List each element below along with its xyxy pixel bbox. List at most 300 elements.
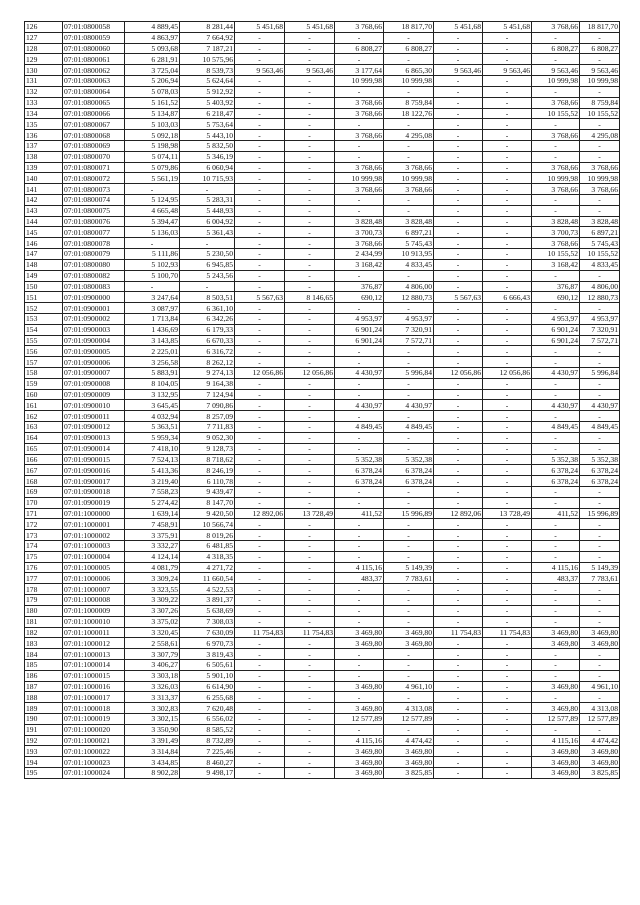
value-cell: - xyxy=(235,724,285,735)
value-cell: - xyxy=(532,659,580,670)
value-cell: 4 833,45 xyxy=(580,259,620,270)
value-cell: 11 660,54 xyxy=(180,573,235,584)
table-row xyxy=(25,422,620,433)
value-cell: - xyxy=(434,151,483,162)
value-cell: 6 808,27 xyxy=(580,43,620,54)
code-cell: 07:01:0900014 xyxy=(63,443,125,454)
code-cell: 07:01:1000024 xyxy=(63,768,125,779)
value-cell: - xyxy=(180,238,235,249)
value-cell: - xyxy=(434,281,483,292)
value-cell: - xyxy=(483,32,532,43)
code-cell: 07:01:1000016 xyxy=(63,681,125,692)
value-cell: 6 378,24 xyxy=(532,476,580,487)
value-cell: 8 732,89 xyxy=(180,735,235,746)
value-cell: - xyxy=(434,573,483,584)
value-cell: 12 880,73 xyxy=(384,292,434,303)
value-cell: - xyxy=(235,616,285,627)
value-cell: - xyxy=(285,259,335,270)
value-cell: 5 451,68 xyxy=(483,22,532,33)
value-cell: 3 469,80 xyxy=(580,627,620,638)
value-cell: 1 436,69 xyxy=(125,324,180,335)
value-cell: - xyxy=(384,692,434,703)
row-number-cell: 141 xyxy=(25,184,63,195)
code-cell: 07:01:0900019 xyxy=(63,497,125,508)
value-cell: 3 375,91 xyxy=(125,530,180,541)
value-cell: 5 361,43 xyxy=(180,227,235,238)
value-cell: - xyxy=(335,724,384,735)
value-cell: - xyxy=(235,562,285,573)
value-cell: 5 198,98 xyxy=(125,140,180,151)
row-number-cell: 168 xyxy=(25,476,63,487)
code-cell: 07:01:0900016 xyxy=(63,465,125,476)
code-cell: 07:01:0800077 xyxy=(63,227,125,238)
value-cell: - xyxy=(235,573,285,584)
value-cell: - xyxy=(532,140,580,151)
row-number-cell: 193 xyxy=(25,746,63,757)
value-cell: - xyxy=(384,530,434,541)
value-cell: - xyxy=(180,184,235,195)
value-cell: 9 052,30 xyxy=(180,432,235,443)
value-cell: - xyxy=(384,389,434,400)
value-cell: 5 103,03 xyxy=(125,119,180,130)
value-cell: 4 806,00 xyxy=(384,281,434,292)
value-cell: - xyxy=(285,476,335,487)
code-cell: 07:01:1000002 xyxy=(63,530,125,541)
value-cell: 5 912,92 xyxy=(180,86,235,97)
value-cell: - xyxy=(580,724,620,735)
value-cell: 6 901,24 xyxy=(532,324,580,335)
value-cell: 3 768,66 xyxy=(384,184,434,195)
row-number-cell: 145 xyxy=(25,227,63,238)
value-cell: - xyxy=(235,173,285,184)
value-cell: 3 469,80 xyxy=(532,681,580,692)
value-cell: - xyxy=(580,530,620,541)
value-cell: - xyxy=(235,465,285,476)
value-cell: 8 019,26 xyxy=(180,530,235,541)
value-cell: - xyxy=(384,32,434,43)
value-cell: - xyxy=(434,605,483,616)
value-cell: - xyxy=(434,541,483,552)
code-cell: 07:01:0800069 xyxy=(63,140,125,151)
value-cell: 5 346,19 xyxy=(180,151,235,162)
value-cell: - xyxy=(532,432,580,443)
value-cell: - xyxy=(235,227,285,238)
value-cell: - xyxy=(335,649,384,660)
value-cell: 3 469,80 xyxy=(384,746,434,757)
tariff-table xyxy=(24,21,620,779)
value-cell: - xyxy=(434,249,483,260)
code-cell: 07:01:1000019 xyxy=(63,714,125,725)
code-cell: 07:01:1000015 xyxy=(63,670,125,681)
value-cell: - xyxy=(580,378,620,389)
value-cell: - xyxy=(483,681,532,692)
value-cell: - xyxy=(335,195,384,206)
value-cell: 6 316,72 xyxy=(180,346,235,357)
value-cell: 5 403,92 xyxy=(180,97,235,108)
value-cell: - xyxy=(285,551,335,562)
table-row xyxy=(25,692,620,703)
value-cell: - xyxy=(483,465,532,476)
value-cell: - xyxy=(434,584,483,595)
value-cell: 1 713,84 xyxy=(125,313,180,324)
value-cell: - xyxy=(580,519,620,530)
value-cell: - xyxy=(384,119,434,130)
value-cell: 4 953,97 xyxy=(580,313,620,324)
value-cell: - xyxy=(483,649,532,660)
value-cell: - xyxy=(235,638,285,649)
value-cell: - xyxy=(580,119,620,130)
value-cell: 9 563,46 xyxy=(285,65,335,76)
value-cell: - xyxy=(580,659,620,670)
table-row xyxy=(25,140,620,151)
value-cell: 4 953,97 xyxy=(532,313,580,324)
value-cell: 12 056,86 xyxy=(235,368,285,379)
value-cell: - xyxy=(285,184,335,195)
row-number-cell: 170 xyxy=(25,497,63,508)
value-cell: 5 149,39 xyxy=(580,562,620,573)
table-row xyxy=(25,735,620,746)
value-cell: - xyxy=(235,151,285,162)
value-cell: 5 102,93 xyxy=(125,259,180,270)
value-cell: - xyxy=(434,162,483,173)
value-cell: 6 255,68 xyxy=(180,692,235,703)
value-cell: 3 391,49 xyxy=(125,735,180,746)
value-cell: 6 897,21 xyxy=(580,227,620,238)
table-row xyxy=(25,530,620,541)
value-cell: 5 352,38 xyxy=(384,454,434,465)
value-cell: - xyxy=(483,605,532,616)
value-cell: - xyxy=(483,216,532,227)
value-cell: - xyxy=(285,573,335,584)
value-cell: 8 257,09 xyxy=(180,411,235,422)
value-cell: 8 759,84 xyxy=(580,97,620,108)
value-cell: - xyxy=(285,703,335,714)
value-cell: 5 996,84 xyxy=(384,368,434,379)
value-cell: 10 913,95 xyxy=(384,249,434,260)
table-row xyxy=(25,724,620,735)
value-cell: - xyxy=(434,476,483,487)
value-cell: 3 326,03 xyxy=(125,681,180,692)
value-cell: - xyxy=(483,130,532,141)
value-cell: - xyxy=(285,324,335,335)
value-cell: 9 420,50 xyxy=(180,508,235,519)
value-cell: - xyxy=(285,681,335,692)
value-cell: - xyxy=(483,335,532,346)
value-cell: 6 945,85 xyxy=(180,259,235,270)
value-cell: 5 413,36 xyxy=(125,465,180,476)
value-cell: - xyxy=(434,757,483,768)
code-cell: 07:01:0900006 xyxy=(63,357,125,368)
value-cell: 5 638,69 xyxy=(180,605,235,616)
value-cell: - xyxy=(483,400,532,411)
value-cell: 3 768,66 xyxy=(580,184,620,195)
code-cell: 07:01:1000010 xyxy=(63,616,125,627)
value-cell: - xyxy=(125,238,180,249)
value-cell: - xyxy=(483,659,532,670)
value-cell: 4 889,45 xyxy=(125,22,180,33)
code-cell: 07:01:0800065 xyxy=(63,97,125,108)
value-cell: - xyxy=(335,551,384,562)
value-cell: 4 665,48 xyxy=(125,205,180,216)
code-cell: 07:01:1000009 xyxy=(63,605,125,616)
value-cell: 5 161,52 xyxy=(125,97,180,108)
value-cell: - xyxy=(235,476,285,487)
value-cell: - xyxy=(235,303,285,314)
value-cell: 5 230,50 xyxy=(180,249,235,260)
code-cell: 07:01:0800074 xyxy=(63,195,125,206)
value-cell: - xyxy=(285,151,335,162)
value-cell: - xyxy=(235,86,285,97)
value-cell: - xyxy=(483,76,532,87)
value-cell: 5 074,11 xyxy=(125,151,180,162)
value-cell: 10 566,74 xyxy=(180,519,235,530)
value-cell: 5 959,34 xyxy=(125,432,180,443)
row-number-cell: 171 xyxy=(25,508,63,519)
value-cell: 3 469,80 xyxy=(384,638,434,649)
value-cell: 3 469,80 xyxy=(335,681,384,692)
value-cell: - xyxy=(235,43,285,54)
value-cell: - xyxy=(335,86,384,97)
value-cell: 3 725,04 xyxy=(125,65,180,76)
value-cell: 3 768,66 xyxy=(384,162,434,173)
value-cell: - xyxy=(285,595,335,606)
value-cell: 3 177,64 xyxy=(335,65,384,76)
value-cell: 8 146,65 xyxy=(285,292,335,303)
value-cell: - xyxy=(384,486,434,497)
value-cell: - xyxy=(532,692,580,703)
value-cell: - xyxy=(235,97,285,108)
value-cell: 10 999,98 xyxy=(335,173,384,184)
value-cell: - xyxy=(580,357,620,368)
value-cell: - xyxy=(532,551,580,562)
value-cell: 4 032,94 xyxy=(125,411,180,422)
table-row xyxy=(25,313,620,324)
value-cell: 9 164,38 xyxy=(180,378,235,389)
value-cell: 6 281,91 xyxy=(125,54,180,65)
table-row xyxy=(25,357,620,368)
value-cell: - xyxy=(434,400,483,411)
table-row xyxy=(25,497,620,508)
table-row xyxy=(25,400,620,411)
value-cell: - xyxy=(384,659,434,670)
row-number-cell: 153 xyxy=(25,313,63,324)
value-cell: 3 307,79 xyxy=(125,649,180,660)
value-cell: - xyxy=(434,97,483,108)
value-cell: 7 630,09 xyxy=(180,627,235,638)
value-cell: - xyxy=(235,259,285,270)
value-cell: - xyxy=(483,313,532,324)
code-cell: 07:01:0800072 xyxy=(63,173,125,184)
value-cell: - xyxy=(580,195,620,206)
table-row xyxy=(25,519,620,530)
row-number-cell: 167 xyxy=(25,465,63,476)
value-cell: 4 295,08 xyxy=(384,130,434,141)
value-cell: 18 817,70 xyxy=(384,22,434,33)
value-cell: 8 460,27 xyxy=(180,757,235,768)
value-cell: - xyxy=(384,551,434,562)
table-row xyxy=(25,335,620,346)
value-cell: 6 556,02 xyxy=(180,714,235,725)
value-cell: - xyxy=(285,432,335,443)
code-cell: 07:01:1000001 xyxy=(63,519,125,530)
value-cell: - xyxy=(434,184,483,195)
table-row xyxy=(25,670,620,681)
value-cell: 690,12 xyxy=(532,292,580,303)
value-cell: - xyxy=(285,195,335,206)
value-cell: - xyxy=(285,97,335,108)
table-row xyxy=(25,703,620,714)
value-cell: - xyxy=(285,227,335,238)
value-cell: - xyxy=(384,541,434,552)
value-cell: 10 999,98 xyxy=(532,76,580,87)
value-cell: - xyxy=(235,324,285,335)
value-cell: 4 115,16 xyxy=(335,735,384,746)
value-cell: 4 313,08 xyxy=(384,703,434,714)
value-cell: 3 469,80 xyxy=(532,703,580,714)
table-row xyxy=(25,768,620,779)
code-cell: 07:01:0800075 xyxy=(63,205,125,216)
value-cell: - xyxy=(483,584,532,595)
value-cell: 10 999,98 xyxy=(384,173,434,184)
value-cell: 8 281,44 xyxy=(180,22,235,33)
value-cell: 3 469,80 xyxy=(384,757,434,768)
row-number-cell: 195 xyxy=(25,768,63,779)
value-cell: 11 754,83 xyxy=(483,627,532,638)
value-cell: - xyxy=(532,497,580,508)
value-cell: - xyxy=(580,151,620,162)
value-cell: 6 666,43 xyxy=(483,292,532,303)
code-cell: 07:01:0900017 xyxy=(63,476,125,487)
value-cell: 6 808,27 xyxy=(384,43,434,54)
table-row xyxy=(25,627,620,638)
row-number-cell: 178 xyxy=(25,584,63,595)
value-cell: 3 469,80 xyxy=(335,703,384,714)
value-cell: - xyxy=(483,378,532,389)
code-cell: 07:01:0800079 xyxy=(63,249,125,260)
value-cell: - xyxy=(180,281,235,292)
code-cell: 07:01:0800082 xyxy=(63,270,125,281)
value-cell: 690,12 xyxy=(335,292,384,303)
value-cell: 4 318,35 xyxy=(180,551,235,562)
value-cell: - xyxy=(483,670,532,681)
value-cell: - xyxy=(285,422,335,433)
value-cell: 4 522,53 xyxy=(180,584,235,595)
row-number-cell: 137 xyxy=(25,140,63,151)
value-cell: 4 849,45 xyxy=(580,422,620,433)
value-cell: 3 700,73 xyxy=(532,227,580,238)
value-cell: - xyxy=(434,649,483,660)
value-cell: 6 378,24 xyxy=(384,465,434,476)
value-cell: 6 110,78 xyxy=(180,476,235,487)
value-cell: 3 768,66 xyxy=(532,184,580,195)
code-cell: 07:01:1000012 xyxy=(63,638,125,649)
value-cell: 3 168,42 xyxy=(335,259,384,270)
row-number-cell: 190 xyxy=(25,714,63,725)
value-cell: - xyxy=(434,357,483,368)
value-cell: - xyxy=(532,584,580,595)
value-cell: 6 342,26 xyxy=(180,313,235,324)
table-row xyxy=(25,281,620,292)
value-cell: - xyxy=(434,454,483,465)
value-cell: - xyxy=(434,86,483,97)
value-cell: - xyxy=(285,670,335,681)
code-cell: 07:01:1000003 xyxy=(63,541,125,552)
row-number-cell: 143 xyxy=(25,205,63,216)
row-number-cell: 185 xyxy=(25,659,63,670)
value-cell: - xyxy=(384,54,434,65)
value-cell: - xyxy=(434,227,483,238)
value-cell: - xyxy=(483,119,532,130)
value-cell: - xyxy=(434,324,483,335)
value-cell: 3 313,37 xyxy=(125,692,180,703)
value-cell: 6 614,90 xyxy=(180,681,235,692)
value-cell: 10 715,93 xyxy=(180,173,235,184)
table-row xyxy=(25,757,620,768)
value-cell: - xyxy=(434,205,483,216)
row-number-cell: 159 xyxy=(25,378,63,389)
value-cell: 3 469,80 xyxy=(532,757,580,768)
value-cell: - xyxy=(285,303,335,314)
value-cell: - xyxy=(434,724,483,735)
table-row xyxy=(25,108,620,119)
value-cell: - xyxy=(285,249,335,260)
code-cell: 07:01:1000021 xyxy=(63,735,125,746)
code-cell: 07:01:0900011 xyxy=(63,411,125,422)
value-cell: 5 149,39 xyxy=(384,562,434,573)
code-cell: 07:01:1000017 xyxy=(63,692,125,703)
value-cell: 10 999,98 xyxy=(335,76,384,87)
table-row xyxy=(25,216,620,227)
code-cell: 07:01:0900008 xyxy=(63,378,125,389)
code-cell: 07:01:0900012 xyxy=(63,422,125,433)
code-cell: 07:01:1000022 xyxy=(63,746,125,757)
value-cell: - xyxy=(580,205,620,216)
value-cell: 3 768,66 xyxy=(532,97,580,108)
value-cell: - xyxy=(483,476,532,487)
code-cell: 07:01:0900018 xyxy=(63,486,125,497)
value-cell: 6 901,24 xyxy=(335,335,384,346)
row-number-cell: 169 xyxy=(25,486,63,497)
value-cell: 7 664,92 xyxy=(180,32,235,43)
value-cell: 6 901,24 xyxy=(532,335,580,346)
value-cell: - xyxy=(235,270,285,281)
row-number-cell: 133 xyxy=(25,97,63,108)
value-cell: 12 892,06 xyxy=(434,508,483,519)
value-cell: 3 307,26 xyxy=(125,605,180,616)
table-row xyxy=(25,32,620,43)
value-cell: 3 168,42 xyxy=(532,259,580,270)
code-cell: 07:01:0800066 xyxy=(63,108,125,119)
value-cell: 5 111,86 xyxy=(125,249,180,260)
value-cell: 9 128,73 xyxy=(180,443,235,454)
value-cell: - xyxy=(434,238,483,249)
value-cell: - xyxy=(483,616,532,627)
code-cell: 07:01:0900005 xyxy=(63,346,125,357)
code-cell: 07:01:0900003 xyxy=(63,324,125,335)
value-cell: - xyxy=(483,746,532,757)
value-cell: 8 902,28 xyxy=(125,768,180,779)
row-number-cell: 184 xyxy=(25,649,63,660)
value-cell: - xyxy=(434,670,483,681)
value-cell: - xyxy=(434,140,483,151)
value-cell: - xyxy=(235,605,285,616)
value-cell: 6 218,47 xyxy=(180,108,235,119)
value-cell: - xyxy=(483,195,532,206)
value-cell: - xyxy=(235,54,285,65)
value-cell: 8 147,70 xyxy=(180,497,235,508)
value-cell: - xyxy=(235,216,285,227)
value-cell: - xyxy=(384,497,434,508)
